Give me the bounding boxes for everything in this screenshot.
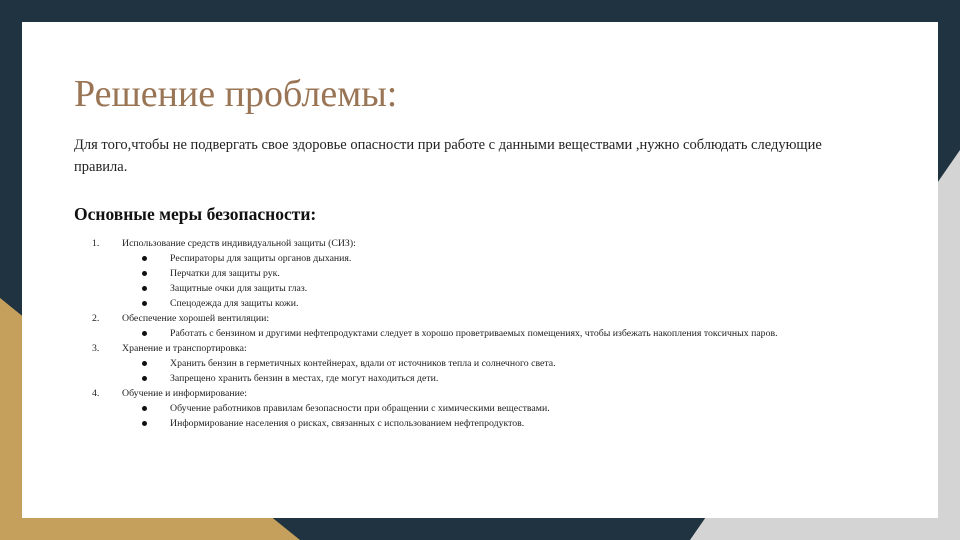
- bullet-icon: [142, 421, 147, 426]
- list-number: 1.: [92, 238, 100, 249]
- sub-item-text: Запрещено хранить бензин в местах, где могут находиться дети.: [170, 373, 439, 384]
- sub-list-item: [74, 356, 894, 371]
- sub-item-text: Хранить бензин в герметичных контейнерах, вдали от источников тепла и солнечного света.: [170, 358, 556, 369]
- list-item: [74, 341, 894, 356]
- sub-item-text: Работать с бензином и другими нефтепродуктами следует в хорошо проветриваемых помещениях, чтобы избежать накопления токсичных паров.: [170, 328, 778, 339]
- sub-item-text: Респираторы для защиты органов дыхания.: [170, 253, 352, 264]
- sub-list-item: [74, 266, 894, 281]
- bullet-icon: [142, 256, 147, 261]
- sub-list-item: [74, 401, 894, 416]
- list-number: 4.: [92, 388, 100, 399]
- list-item: [74, 236, 894, 251]
- list-item: [74, 311, 894, 326]
- bullet-icon: [142, 286, 147, 291]
- bullet-icon: [142, 271, 147, 276]
- bullet-icon: [142, 301, 147, 306]
- bullet-icon: [142, 361, 147, 366]
- safety-measures-list: [74, 236, 894, 431]
- list-item-text: Обеспечение хорошей вентиляции:: [122, 313, 270, 324]
- sub-item-text: Перчатки для защиты рук.: [170, 268, 280, 279]
- list-item-text: Использование средств индивидуальной защиты (СИЗ):: [122, 238, 356, 249]
- bullet-icon: [142, 331, 147, 336]
- sub-list-item: [74, 296, 894, 311]
- list-number: 3.: [92, 343, 100, 354]
- list-item-text: Хранение и транспортировка:: [122, 343, 247, 354]
- intro-text: Для того,чтобы не подвергать свое здоровье опасности при работе с данными веществами ,нужно соблюдать следующие правила.: [74, 137, 822, 175]
- list-item-text: Обучение и информирование:: [122, 388, 247, 399]
- sub-list-item: [74, 416, 894, 431]
- sub-item-text: Спецодежда для защиты кожи.: [170, 298, 299, 309]
- sub-list-item: [74, 281, 894, 296]
- list-item: [74, 386, 894, 401]
- sub-list-item: [74, 371, 894, 386]
- sub-list-item: [74, 326, 894, 341]
- section-subtitle: Основные меры безопасности:: [74, 204, 317, 224]
- list-number: 2.: [92, 313, 100, 324]
- sub-item-text: Обучение работников правилам безопасности при обращении с химическими веществами.: [170, 403, 550, 414]
- slide-title: Решение проблемы:: [74, 73, 398, 115]
- sub-item-text: Информирование населения о рисках, связанных с использованием нефтепродуктов.: [170, 418, 525, 429]
- sub-item-text: Защитные очки для защиты глаз.: [170, 283, 308, 294]
- sub-list-item: [74, 251, 894, 266]
- gold-band: [0, 298, 22, 540]
- bullet-icon: [142, 406, 147, 411]
- bullet-icon: [142, 376, 147, 381]
